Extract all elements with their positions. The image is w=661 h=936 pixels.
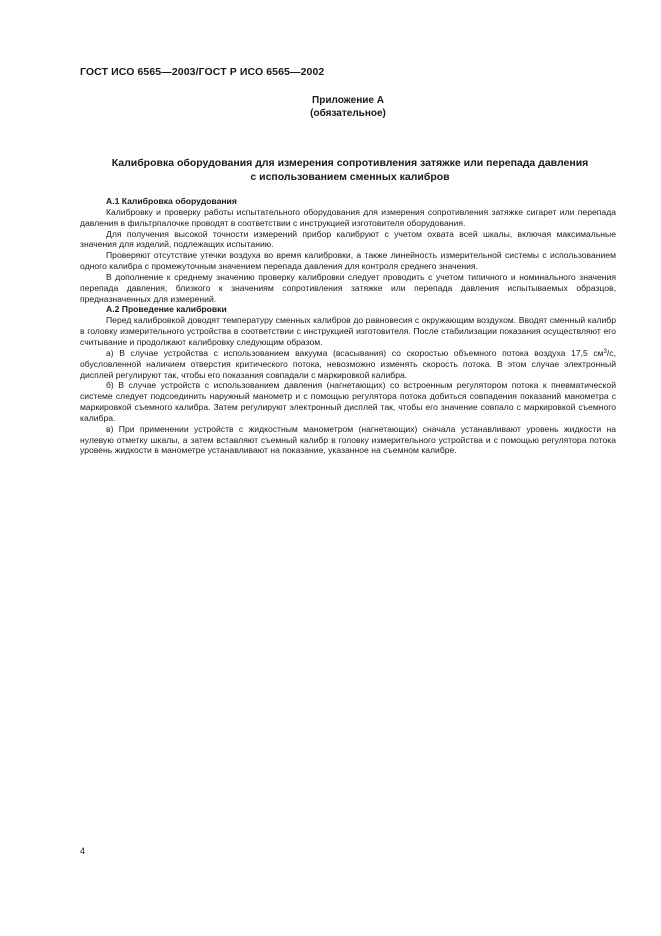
paragraph: Калибровку и проверку работы испытательного оборудования для измерения сопротивления затяжке сигарет или перепада давления в фильтрпалочке проводят в соответствии с инструкцией изготовителя оборудования.	[80, 206, 616, 228]
page-number: 4	[80, 846, 86, 856]
paragraph: В дополнение к среднему значению проверку калибровки следует проводить с учетом типичного и номинального значения перепада давления, близкого к значениям сопротивления затяжке или перепада давления испытываемых образцов, предназначенных для измерений.	[80, 271, 616, 304]
annex-block	[230, 95, 466, 120]
paragraph: Перед калибровкой доводят температуру сменных калибров до равновесия с окружающим воздухом. Вводят сменный калибр в головку измерительного устройства в соответствии с инструкцией изготовителя. После стабилизации показания осуществляют его считывание и продолжают калибровку следующим образом.	[80, 315, 616, 347]
annex-label: Приложение А	[312, 95, 384, 106]
list-item-c: в) При применении устройств с жидкостным манометром (нагнетающих) сначала устанавливают уровень жидкости на нулевую отметку шкалы, а затем вставляют съемный калибр в головку измерительного устройства и с помощью регулятора потока уровень жидкости в манометре устанавливают на показание, указанное на съемном калибре.	[80, 423, 616, 456]
annex-status: (обязательное)	[310, 107, 386, 119]
list-item-a-text-2: /с, обусловленной наличием отверстия критического потока, невозможно изменять скорость потока. В этом случае электронный дисплей регулируют так, чтобы его показания совпадали с маркировкой калибра.	[80, 347, 616, 380]
annex-title-line-1: Калибровка оборудования для измерения сопротивления затяжке или перепада давления	[111, 157, 589, 169]
annex-title-line-2: с использованием сменных калибров	[250, 170, 450, 183]
document-header: ГОСТ ИСО 6565—2003/ГОСТ Р ИСО 6565—2002	[80, 66, 325, 78]
list-item-a	[80, 348, 616, 381]
paragraph: Для получения высокой точности измерений прибор калибруют с учетом охвата всей шкалы, включая максимальные значения для изделий, подлежащих испытанию.	[80, 228, 616, 250]
annex-title	[80, 157, 620, 184]
document-body	[80, 196, 616, 456]
list-item-a-text-1: а) В случае устройства с использованием вакуума (всасывания) со скоростью объемного потока воздуха 17,5 см	[106, 347, 604, 358]
section-heading-a2: А.2 Проведение калибровки	[106, 304, 227, 315]
superscript-3: 3	[603, 348, 607, 355]
paragraph: Проверяют отсутствие утечки воздуха во время калибровки, а также линейность измерительной системы с использованием одного калибра с промежуточным значением перепада давления для контроля среднего значения.	[80, 250, 616, 272]
section-heading-a1: А.1 Калибровка оборудования	[106, 196, 237, 206]
list-item-b: б) В случае устройств с использованием давления (нагнетающих) со встроенным регулятором потока к пневматической системе следует подсоединить наружный манометр и с помощью регулятора потока добиться совпадения показаний манометра с маркировкой съемного калибра. Затем регулируют электронный дисплей так, чтобы его значение совпало с маркировкой съемного калибра.	[80, 380, 616, 423]
